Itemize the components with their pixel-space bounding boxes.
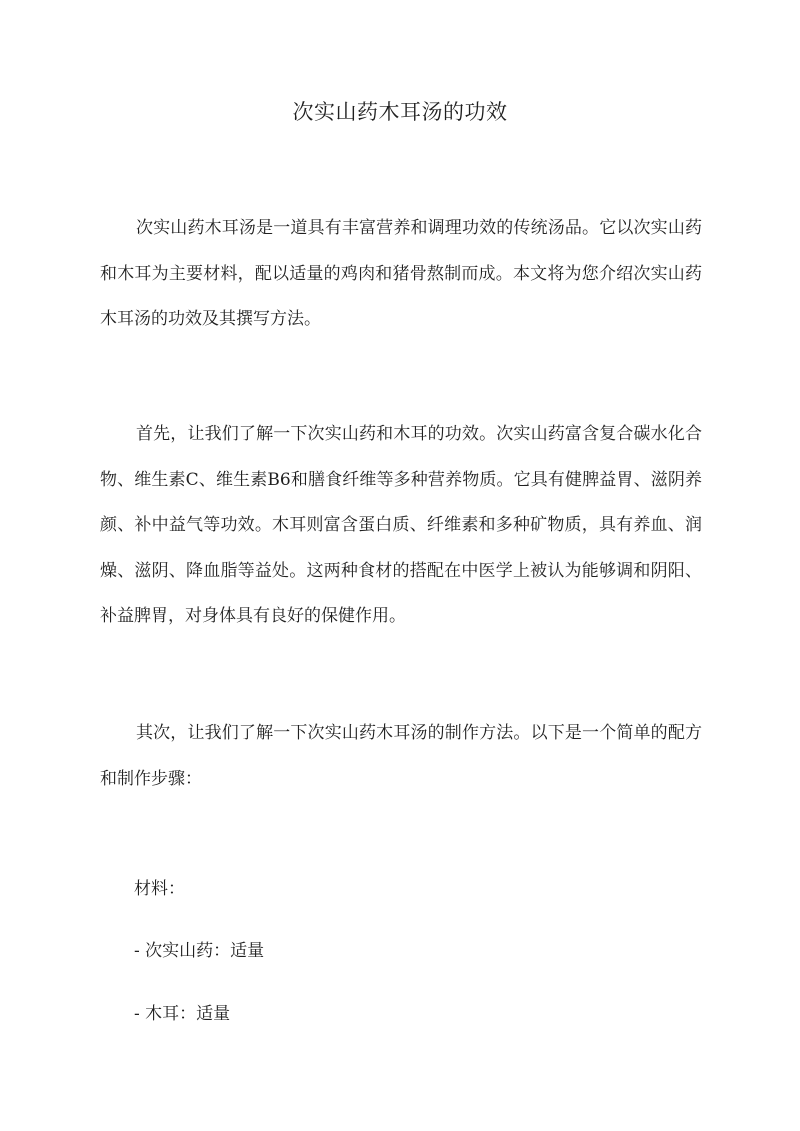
material-item: - 次实山药：适量 xyxy=(134,941,265,961)
intro-paragraph: 次实山药木耳汤是一道具有丰富营养和调理功效的传统汤品。它以次实山药和木耳为主要材料，配以适量的鸡肉和猪骨熬制而成。本文将为您介绍次实山药木耳汤的功效及其撰写方法。 xyxy=(100,218,702,329)
material-item: - 木耳：适量 xyxy=(134,1004,231,1024)
page-title: 次实山药木耳汤的功效 xyxy=(292,100,508,124)
benefits-paragraph: 首先，让我们了解一下次实山药和木耳的功效。次实山药富含复合碳水化合物、维生素C、维生素B6和膳食纤维等多种营养物质。它具有健脾益胃、滋阴养颜、补中益气等功效。木耳则富含蛋白质、纤维素和多种矿物质，具有养血、润燥、滋阴、降血脂等益处。这两种食材的搭配在中医学上被认为能够调和阴阳、补益脾胃，对身体具有良好的保健作用。 xyxy=(100,424,702,626)
materials-label: 材料： xyxy=(134,879,185,899)
method-paragraph: 其次，让我们了解一下次实山药木耳汤的制作方法。以下是一个简单的配方和制作步骤： xyxy=(100,723,702,789)
